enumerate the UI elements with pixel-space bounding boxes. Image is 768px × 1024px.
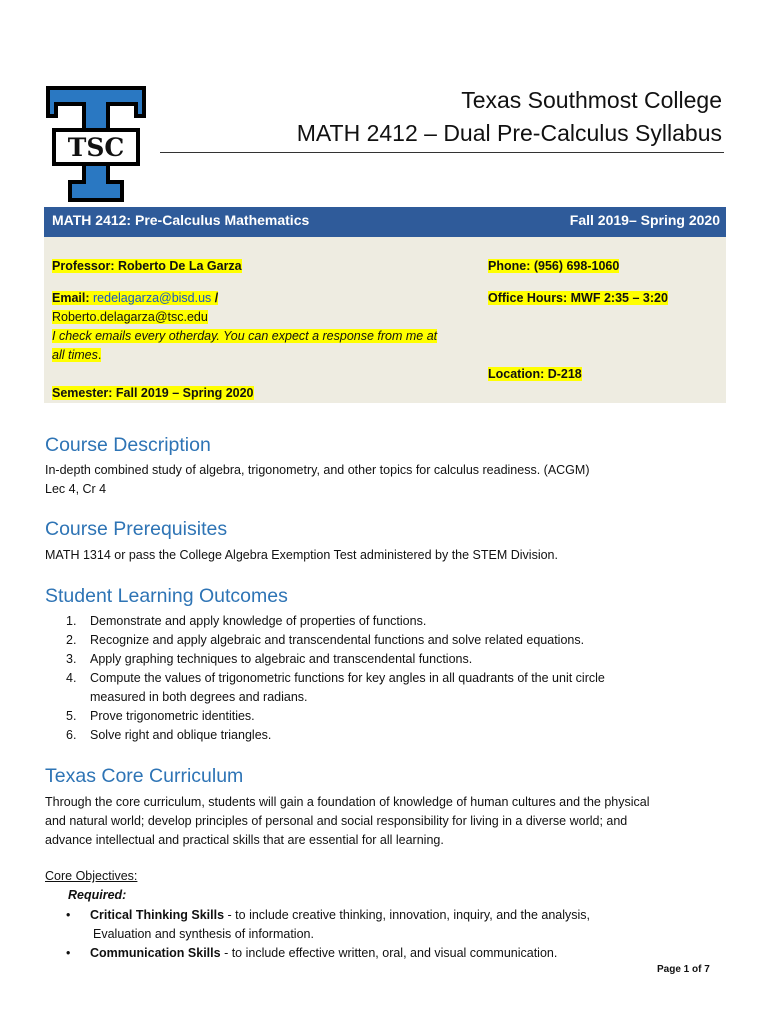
email-note: I check emails every otherday. You can expect a response from me at — [52, 329, 438, 343]
outcomes-list — [66, 612, 605, 745]
college-name: Texas Southmost College — [461, 87, 722, 113]
list-item: 6. Solve right and oblique triangles. — [66, 728, 272, 742]
list-item: • Critical Thinking Skills - to include creative thinking, innovation, inquiry, and the analysis, Evaluation and synthesis of information. — [66, 908, 591, 941]
professor: Professor: Roberto De La Garza — [52, 259, 242, 273]
title-divider — [160, 152, 724, 153]
list-item: 3. Apply graphing techniques to algebraic and transcendental functions. — [66, 652, 473, 666]
list-item: 4. Compute the values of trigonometric functions for key angles in all quadrants of the unit circle measured in both degrees and radians. — [66, 671, 605, 704]
required-label: Required: — [68, 888, 127, 902]
page-number: Page 1 of 7 — [657, 964, 710, 975]
email-label: Email: — [52, 291, 93, 305]
outcomes-heading: Student Learning Outcomes — [45, 585, 288, 607]
core-objectives-label: Core Objectives: — [45, 869, 138, 883]
semester: Semester: Fall 2019 – Spring 2020 — [52, 386, 254, 400]
email-link-tsc[interactable]: Roberto.delagarza@tsc.edu — [52, 310, 208, 324]
list-item: 2. Recognize and apply algebraic and transcendental functions and solve related equations. — [66, 633, 585, 647]
instructor-info: Professor: Roberto De La Garza Phone: (956) 698-1060 Email: redelagarza@bisd.us / Roberto.delagarza@tsc.edu I check emails every otherday. You can expect a response from me at all times. Office Hours: MWF 2:35 – 3:20 Location: D-218 Semester: Fall 2019 – Spring 2020 — [44, 237, 726, 403]
core-skills-list — [66, 906, 590, 963]
course-description-text: In-depth combined study of algebra, trigonometry, and other topics for calculus readiness. (ACGM) Lec 4, Cr 4 — [45, 463, 590, 496]
prerequisites-text: MATH 1314 or pass the College Algebra Exemption Test administered by the STEM Division. — [45, 548, 558, 562]
prerequisites-heading: Course Prerequisites — [45, 518, 228, 540]
banner-course: MATH 2412: Pre-Calculus Mathematics — [52, 212, 310, 228]
core-curriculum-heading: Texas Core Curriculum — [45, 765, 244, 787]
document-title — [297, 84, 722, 150]
office-hours: Office Hours: MWF 2:35 – 3:20 — [488, 291, 668, 305]
tsc-logo — [44, 84, 148, 204]
list-item: 1. Demonstrate and apply knowledge of properties of functions. — [66, 614, 427, 628]
email-link-bisd[interactable]: redelagarza@bisd.us — [93, 291, 212, 305]
phone: Phone: (956) 698-1060 — [488, 259, 620, 273]
list-item: • Communication Skills - to include effective written, oral, and visual communication. — [66, 946, 558, 960]
location: Location: D-218 — [488, 367, 582, 381]
list-item: 5. Prove trigonometric identities. — [66, 709, 255, 723]
course-description-heading: Course Description — [45, 434, 211, 456]
core-curriculum-text: Through the core curriculum, students will gain a foundation of knowledge of human cultures and the physical and natural world; develop principles of personal and social responsibility for living in a diverse world; and advance intellectual and practical skills that are essential for all learning. — [45, 795, 650, 847]
course-banner — [44, 207, 726, 237]
banner-term: Fall 2019– Spring 2020 — [569, 212, 720, 228]
course-title: MATH 2412 – Dual Pre-Calculus Syllabus — [296, 120, 722, 146]
logo-text: TSC — [67, 133, 125, 162]
